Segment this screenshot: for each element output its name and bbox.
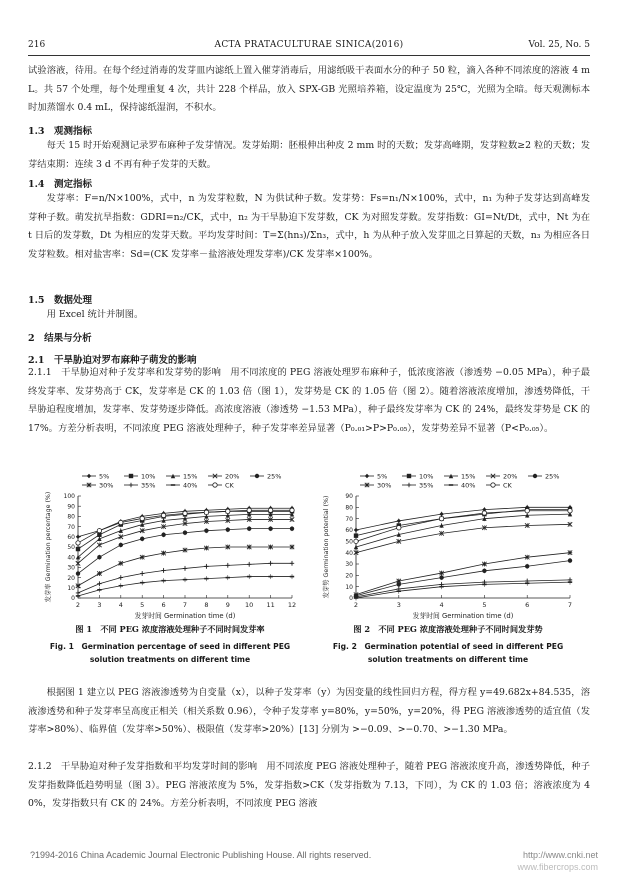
heading-2-1: 2.1 干旱胁迫对罗布麻种子萌发的影响 [28,355,197,366]
data-point [140,582,144,584]
legend-marker [129,483,133,487]
paragraph-observation: 每天 15 时开始观测记录罗布麻种子发芽情况。发芽始期：胚根伸出种皮 2 mm 时的天数；发芽高峰期，发芽粒数≥2 粒的天数；发芽结束期：连续 3 d 不再有种子发芽的天数。 [28,140,590,170]
paragraph-2-1-2: 2.1.2 干旱胁迫对种子发芽指数和平均发芽时间的影响 用不同浓度 PEG 溶液处理种子，随着 PEG 溶液浓度升高，渗透势降低，种子发芽指数降低趋势明显（图 3）。PEG 溶液浓度为 5%，发芽指数>CK（发芽指数为 7.13，下同），为 CK 的 1.03 倍；溶液浓度为 40%，发芽指数只有 CK 的 24%。方差分析表明，不同浓度 PEG 溶液 [28,761,590,809]
legend-marker [87,483,91,487]
data-point [354,539,358,543]
data-point [183,566,187,570]
data-point [161,513,165,517]
legend-marker [407,483,411,487]
x-tick-label: 2 [75,601,81,609]
data-point [204,546,208,550]
data-point [226,563,230,567]
data-point [97,528,101,532]
data-point [568,509,572,513]
paragraph-indices: 发芽率：F=n/N×100%，式中，n 为发芽粒数，N 为供试种子数。发芽势：Fs=n₁/N×100%，式中，n₁ 为种子发芽达到高峰发芽种子数。萌发抗旱指数：GDRI=n₂/CK，式中，n₂ 为干旱胁迫下发芽数，CK 为对照发芽数。发芽指数：GI=Nt/Dt，式中，Nt 为在 t 日后的发芽数，Dt 为相应的发芽天数。平均发芽时间：T=Σ(hn₃)/Σn₃，式中，h 为从种子放入发芽皿之日算起的天数，n₃ 为相应各日发芽粒数。相对盐害率：Sd=(CK 发芽率－盐溶液处理发芽率)/CK 发芽率×100%。 [28,193,590,260]
running-header [28,40,590,52]
data-point [226,509,230,513]
legend-marker [365,474,369,478]
legend-label-35%: 35% [141,481,156,490]
figure-1-caption-cn: 图 1 不同 PEG 浓度溶液处理种子不同时间发芽率 [75,624,265,634]
y-axis-label: 发芽率 Germination percentage (%) [45,491,52,603]
cnki-url: http://www.cnki.net [522,850,598,860]
data-point [268,508,272,512]
data-point [226,527,230,531]
data-point [161,568,165,572]
legend-label-5%: 5% [377,472,388,481]
data-point [76,535,80,539]
journal-name: ACTA PRATACULTURAE SINICA(2016) [214,40,404,50]
data-point [525,509,529,513]
y-tick-label: 60 [67,534,75,541]
data-point [119,575,123,579]
legend-label-30%: 30% [377,481,392,490]
data-point [482,562,486,566]
data-point [119,543,123,547]
y-tick-label: 70 [345,515,353,523]
data-point [97,555,101,559]
data-point [119,520,123,524]
legend-label-5%: 5% [99,472,110,481]
legend-label-15%: 15% [183,472,198,481]
data-point [247,576,251,578]
x-tick-label: 6 [161,601,166,609]
heading-1-4: 1.4 测定指标 [28,179,93,190]
figure-2-caption-cn: 图 2 不同 PEG 浓度溶液处理种子不同时间发芽势 [353,624,543,634]
copyright-footer: ?1994-2016 China Academic Journal Electronic Publishing House. All rights reserved. [30,850,372,860]
data-point [204,578,208,580]
legend-marker [449,484,453,486]
x-tick-label: 7 [567,601,573,609]
legend-label-10%: 10% [141,472,156,481]
legend-label-CK: CK [225,481,234,490]
series-line [356,580,570,597]
data-point [439,571,443,575]
legend-label-20%: 20% [225,472,240,481]
y-tick-label: 80 [345,504,353,512]
data-point [247,508,251,512]
data-point [76,571,80,575]
legend-marker [213,483,217,487]
y-tick-label: 60 [345,527,353,535]
data-point [247,562,251,566]
y-tick-label: 50 [345,538,353,546]
data-point [439,575,443,579]
x-tick-label: 12 [287,601,297,609]
header-rule [28,55,590,56]
legend-marker [87,474,91,478]
data-point [119,528,123,532]
legend-label-20%: 20% [503,472,518,481]
legend-label-35%: 35% [419,481,434,490]
data-point [247,545,251,549]
paragraph-data-processing: 用 Excel 统计并制图。 [46,309,144,320]
legend-label-15%: 15% [461,472,476,481]
watermark-text: www.fibercrops.com [517,862,598,872]
data-point [247,526,251,530]
y-tick-label: 10 [67,585,75,592]
data-point [525,582,529,584]
data-point [568,581,572,583]
figure-2-caption-en: Fig. 2 Germination potential of seed in different PEG solution treatments on different time [332,642,564,664]
data-point [397,590,401,592]
legend-label-25%: 25% [545,472,560,481]
paragraph-method-setup: 试验溶液，待用。在每个经过消毒的发芽皿内滤纸上置入催芽消毒后，用滤纸吸干表面水分的种子 50 粒，滴入各种不同浓度的溶液 4 mL。共 57 个处理，每个处理重复 4 次，共计 228 个样品，放入 SPX-GB 光照培养箱，设定温度为 25℃，光照为全暗。每天观测标本时加蒸馏水 0.4 mL，保持滤纸湿润，不积水。 [28,65,590,113]
data-point [183,579,187,581]
y-tick-label: 30 [67,564,75,572]
data-point [290,508,294,512]
series-40% [76,574,294,598]
data-point [397,519,401,523]
x-tick-label: 11 [266,601,275,609]
legend-marker [171,484,175,486]
data-point [397,579,401,583]
data-point [140,537,144,541]
data-point [268,545,272,549]
x-tick-label: 7 [182,601,188,609]
series-line [356,561,570,596]
data-point [183,531,187,535]
data-point [140,555,144,559]
data-point [482,569,486,573]
data-point [268,576,272,578]
series-20% [76,517,294,566]
data-point [268,561,272,565]
x-tick-label: 5 [140,601,145,609]
x-tick-label: 3 [396,601,401,609]
data-point [204,510,208,514]
data-point [290,526,294,530]
data-point [97,571,101,575]
y-tick-label: 90 [67,503,75,511]
x-tick-label: 10 [245,601,254,609]
legend-marker [255,474,259,478]
data-point [226,577,230,579]
y-tick-label: 0 [71,595,75,603]
y-tick-label: 40 [345,549,353,557]
data-point [119,585,123,587]
data-point [183,548,187,552]
volume-issue: Vol. 25, No. 5 [528,40,590,50]
series-line [356,553,570,595]
y-tick-label: 50 [67,544,75,552]
y-tick-label: 20 [345,572,353,580]
data-point [482,584,486,586]
data-point [439,516,443,520]
x-axis-label: 发芽时间 Germination time (d) [134,612,236,620]
x-tick-label: 8 [204,601,209,609]
data-point [354,528,358,532]
data-point [226,545,230,549]
data-point [354,545,358,549]
data-point [97,582,101,586]
y-tick-label: 0 [349,595,353,603]
x-axis-label: 发芽时间 Germination time (d) [412,612,514,620]
page-number: 216 [28,40,46,50]
data-point [204,564,208,568]
legend-label-30%: 30% [99,481,114,490]
y-tick-label: 40 [67,554,75,562]
data-point [439,586,443,588]
y-axis-label: 发芽势 Germination potential (%) [323,495,330,599]
data-point [290,545,294,549]
heading-1-5: 1.5 数据处理 [28,295,93,306]
figure-1-caption-en: Fig. 1 Germination percentage of seed in different PEG solution treatments on different time [49,642,291,664]
chart-legend [360,473,559,490]
series-line [356,524,570,552]
x-tick-label: 3 [97,601,102,609]
y-tick-label: 90 [345,493,353,501]
data-point [183,511,187,515]
y-tick-label: 10 [345,583,353,591]
data-point [482,511,486,515]
data-point [204,528,208,532]
legend-marker [407,474,411,478]
data-point [525,564,529,568]
data-point [76,547,80,551]
data-point [568,550,572,554]
data-point [161,551,165,555]
x-tick-label: 6 [525,601,530,609]
legend-label-40%: 40% [183,481,198,490]
x-tick-label: 9 [225,601,230,609]
y-tick-label: 80 [67,513,75,521]
legend-label-10%: 10% [419,472,434,481]
data-point [76,595,80,597]
legend-marker [533,474,537,478]
series-30% [354,550,572,597]
legend-marker [365,483,369,487]
heading-1-3: 1.3 观测指标 [28,126,93,137]
data-point [76,541,80,545]
data-point [354,533,358,537]
x-tick-label: 4 [439,601,444,609]
paragraph-regression: 根据图 1 建立以 PEG 溶液渗透势为自变量（x），以种子发芽率（y）为因变量的线性回归方程，得方程 y=49.682x+84.535，溶液渗透势和种子发芽率呈高度正相关（相关系数 0.96），令种子发芽率 y=80%，y=50%，y=20%，得 PEG 溶液渗透势的适宜值（发芽率>80%）、临界值（发芽率>50%）、极限值（发芽率>20%）[13] 分别为 >−0.09、>−0.70、>−1.30 MPa。 [28,687,590,735]
legend-marker [491,483,495,487]
data-point [140,516,144,520]
data-point [97,589,101,591]
data-point [290,561,294,565]
data-point [76,584,80,588]
data-point [397,526,401,530]
x-tick-label: 2 [353,601,359,609]
series-35% [354,577,572,599]
data-point [161,580,165,582]
legend-marker [129,474,133,478]
data-point [439,512,443,516]
data-point [97,537,101,541]
series-40% [354,580,572,601]
heading-2: 2 结果与分析 [28,333,92,344]
y-tick-label: 100 [63,493,75,501]
data-point [161,533,165,537]
x-tick-label: 4 [118,601,123,609]
paragraph-2-1-1: 2.1.1 干旱胁迫对种子发芽率和发芽势的影响 用不同浓度的 PEG 溶液处理罗布麻种子，低浓度溶液（渗透势 −0.05 MPa），种子最终发芽率、发芽势高于 CK，发芽率是 CK 的 1.03 倍（图 1），发芽势是 CK 的 1.05 倍（图 2）。随着溶液浓度增加，渗透势降低，干旱胁迫程度增加，发芽率、发芽势逐步降低。高浓度溶液（渗透势 −1.53 MPa），种子最终发芽率为 CK 的 24%，最终发芽势是 CK 的 17%。方差分析表明，不同浓度 PEG 溶液处理种子，种子发芽率差异显著（P₀.₀₁>P>P₀.₀₅），发芽势差异不显著（P<P₀.₀₅）。 [28,367,590,434]
figure-1-chart [40,470,300,620]
y-tick-label: 20 [67,574,75,582]
legend-label-25%: 25% [267,472,282,481]
chart-legend [82,473,281,490]
data-point [354,597,358,599]
data-point [268,526,272,530]
y-tick-label: 70 [67,523,75,531]
series-line [356,510,570,536]
legend-label-CK: CK [503,481,512,490]
data-point [290,576,294,578]
data-point [525,555,529,559]
x-tick-label: 5 [482,601,487,609]
data-point [119,561,123,565]
y-tick-label: 30 [345,561,353,569]
figure-2-chart [318,470,578,620]
data-point [568,558,572,562]
data-point [140,571,144,575]
series-25% [354,558,572,598]
legend-label-40%: 40% [461,481,476,490]
